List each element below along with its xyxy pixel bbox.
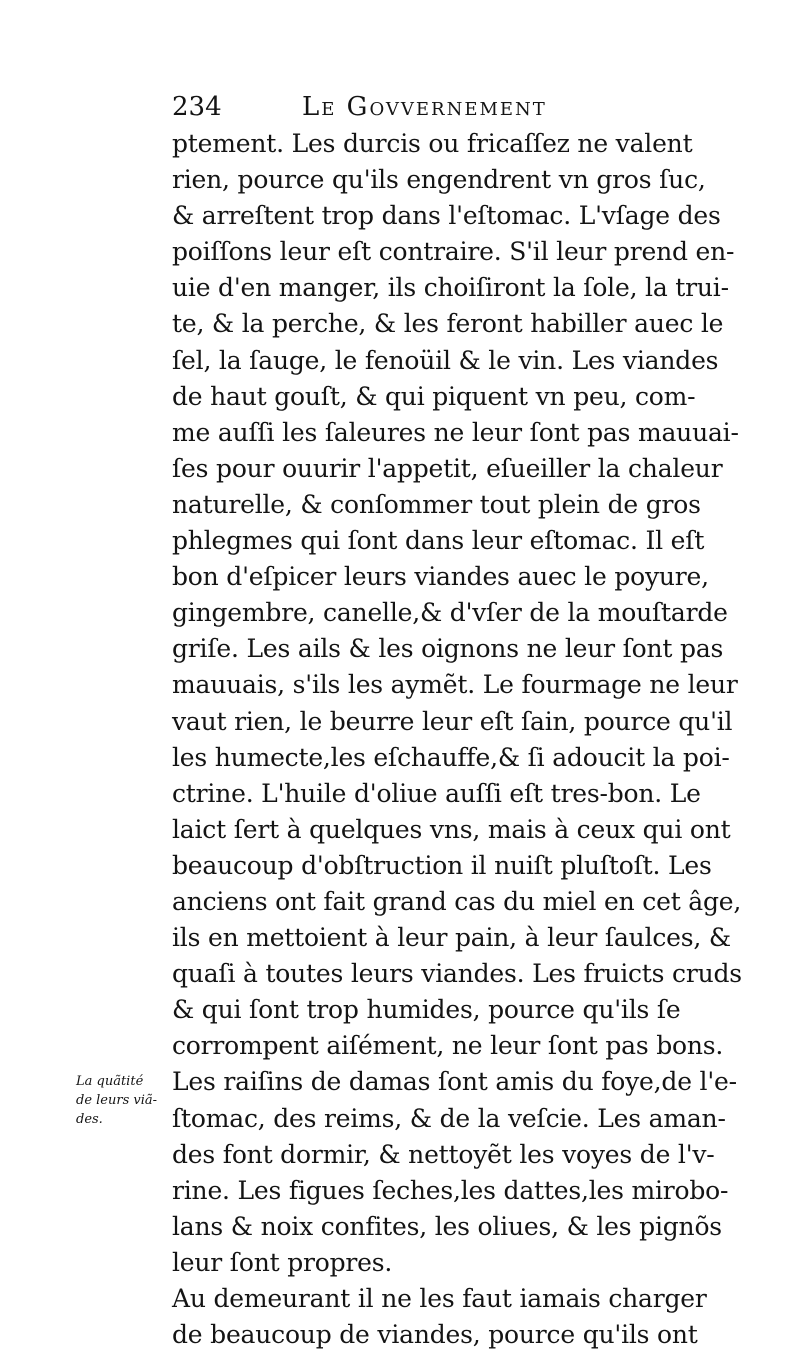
text-line: rine. Les figues ſeches,les dattes,les mirobo-: [172, 1175, 729, 1205]
text-line: me auſſi les ſaleures ne leur ſont pas mauuai-: [172, 417, 739, 447]
text-line: griſe. Les ails & les oignons ne leur ſont pas: [172, 634, 724, 664]
text-line: les humecte,les eſchauffe,& ſi adoucit la poi-: [172, 742, 730, 772]
margin-note: [76, 1072, 168, 1129]
text-line: phlegmes qui ſont dans leur eſtomac. Il eſt: [172, 526, 705, 556]
text-line: ſes pour ouurir l'appetit, eſueiller la chaleur: [172, 453, 723, 483]
text-line: ctrine. L'huile d'oliue auſſi eſt tres-bon. Le: [172, 778, 701, 808]
text-line: uie d'en manger, ils choiſiront la ſole, la trui-: [172, 273, 729, 303]
text-line: ils en mettoient à leur pain, à leur ſaulces, &: [172, 923, 731, 953]
text-line: poiſſons leur eſt contraire. S'il leur prend en-: [172, 237, 735, 267]
main-text-block: [172, 126, 742, 1353]
text-line: bon d'eſpicer leurs viandes auec le poyure,: [172, 562, 709, 592]
text-line: & arreſtent trop dans l'eſtomac. L'vſage des: [172, 201, 721, 231]
text-line: anciens ont fait grand cas du miel en cet âge,: [172, 886, 742, 916]
margin-note-line: des.: [76, 1112, 103, 1127]
running-title: Le Govvernement: [302, 92, 547, 122]
text-line: rien, pource qu'ils engendrent vn gros ſuc,: [172, 165, 706, 195]
text-line: naturelle, & conſommer tout plein de gros: [172, 489, 701, 519]
page-number: 234: [172, 92, 222, 122]
text-line: Les raiſins de damas ſont amis du foye,de l'e-: [172, 1067, 737, 1097]
margin-note-line: de leurs viã-: [76, 1093, 158, 1108]
text-line: laict ſert à quelques vns, mais à ceux qui ont: [172, 814, 731, 844]
text-line: ptement. Les durcis ou fricaſſez ne valent: [172, 129, 693, 158]
text-line: leur ſont propres.: [172, 1247, 393, 1277]
text-line: beaucoup d'obſtruction il nuiſt pluſtoſt. Les: [172, 850, 712, 880]
text-line: Au demeurant il ne les faut iamais charger: [172, 1284, 707, 1313]
text-line: de beaucoup de viandes, pource qu'ils ont: [172, 1320, 698, 1350]
text-line: vaut rien, le beurre leur eſt ſain, pource qu'il: [172, 706, 733, 736]
margin-note-line: La quãtité: [76, 1074, 144, 1089]
text-line: lans & noix confites, les oliues, & les pignõs: [172, 1211, 722, 1241]
text-line: gingembre, canelle,& d'vſer de la mouſtarde: [172, 598, 728, 628]
text-line: ſtomac, des reims, & de la veſcie. Les aman-: [172, 1103, 726, 1133]
text-line: mauuais, s'ils les aymẽt. Le fourmage ne leur: [172, 670, 738, 700]
text-line: de haut gouſt, & qui piquent vn peu, com-: [172, 381, 696, 411]
text-line: te, & la perche, & les feront habiller auec le: [172, 309, 724, 339]
text-line: & qui ſont trop humides, pource qu'ils ſe: [172, 995, 681, 1025]
text-line: des font dormir, & nettoyẽt les voyes de l'v-: [172, 1139, 715, 1169]
text-line: ſel, la ſauge, le fenoüil & le vin. Les viandes: [172, 345, 719, 375]
page-header: [172, 90, 642, 124]
text-line: corrompent aiſément, ne leur ſont pas bons.: [172, 1031, 724, 1061]
text-line: quaſi à toutes leurs viandes. Les fruicts cruds: [172, 959, 742, 989]
